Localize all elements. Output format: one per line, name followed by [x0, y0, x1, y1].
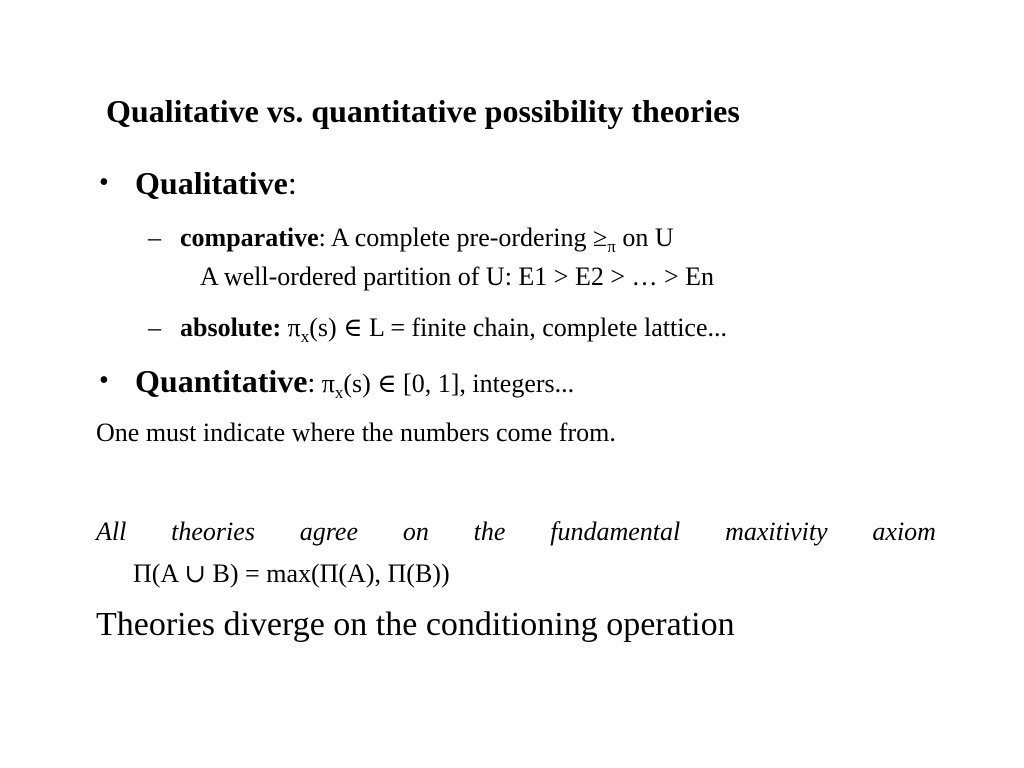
qualitative-heading — [135, 166, 297, 200]
comparative-text-after: on U — [615, 223, 674, 252]
partition-line: A well-ordered partition of U: E1 > E2 > … > En — [200, 262, 715, 291]
axiom-word: All — [96, 517, 127, 546]
bullet-marker: • — [99, 365, 109, 396]
maxitivity-formula: Π(A ∪ B) = max(Π(A), Π(B)) — [133, 559, 450, 588]
axiom-word: on — [402, 517, 429, 546]
qualitative-label: Qualitative — [135, 165, 288, 201]
quantitative-colon: : — [307, 368, 316, 399]
quantitative-pi: π — [315, 369, 335, 398]
qualitative-colon: : — [287, 165, 297, 201]
axiom-word: axiom — [872, 517, 936, 546]
dash-marker: – — [148, 223, 161, 252]
quantitative-subscript: x — [334, 383, 344, 402]
absolute-label: absolute: — [180, 313, 282, 342]
quantitative-label: Quantitative — [135, 363, 308, 399]
quantitative-text: (s) ∈ [0, 1], integers... — [343, 369, 575, 398]
slide-title: Qualitative vs. quantitative possibility theories — [106, 93, 740, 129]
comparative-subscript: π — [607, 237, 616, 256]
axiom-word: maxitivity — [725, 517, 828, 546]
axiom-word: the — [473, 517, 506, 546]
absolute-line — [180, 312, 727, 347]
axiom-word: agree — [299, 517, 358, 546]
bullet-marker: • — [99, 167, 109, 198]
dash-marker: – — [148, 313, 161, 342]
comparative-line — [180, 222, 674, 257]
comparative-label: comparative — [180, 223, 319, 252]
comparative-text: : A complete pre-ordering ≥ — [318, 223, 608, 252]
absolute-subscript: x — [300, 327, 310, 346]
axiom-word: theories — [171, 517, 255, 546]
quantitative-line — [135, 364, 574, 404]
conclusion-line: Theories diverge on the conditioning operation — [96, 606, 735, 643]
numbers-note: One must indicate where the numbers come from. — [96, 418, 616, 447]
absolute-text: (s) ∈ L = finite chain, complete lattice... — [309, 313, 728, 342]
absolute-pi: π — [281, 313, 301, 342]
axiom-word: fundamental — [550, 517, 681, 546]
axiom-statement — [96, 516, 936, 548]
